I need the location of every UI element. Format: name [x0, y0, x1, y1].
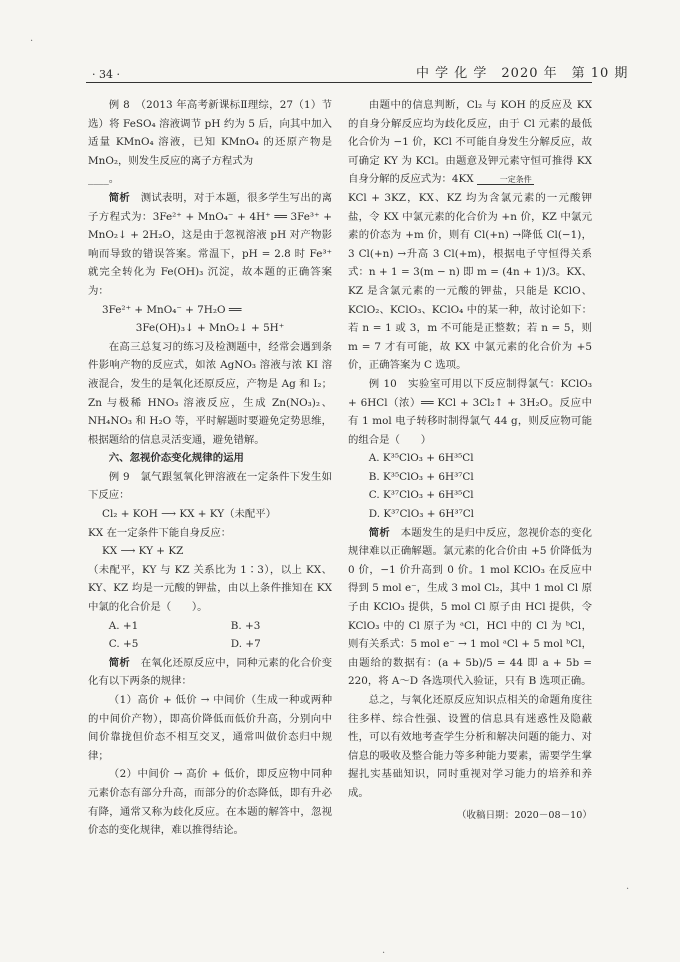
- analysis-9-text: 在氧化还原反应中，同种元素的化合价变化有以下两条的规律：: [88, 656, 332, 688]
- choice-a: A. K³⁵ClO₃ + 6H³⁵Cl: [368, 452, 474, 465]
- option-c: C. +5: [108, 638, 139, 651]
- example-9-mid: KX 在一定条件下能自身反应：: [88, 526, 232, 539]
- right-column: [348, 96, 592, 825]
- analysis-9-continued-text: 由题中的信息判断，Cl₂ 与 KOH 的反应及 KX 的自身分解反应均为歧化反应，由于 Cl 元素的最低化合价为 −1 价，KCl 不可能自身发生分解反应，故可确定 KY 为 KCl。由题意及钾元素守恒可推得 KX 自身分解的反应式为：4KX: [348, 99, 592, 186]
- analysis-8: [88, 189, 332, 301]
- paragraph-conditions: 在高三总复习的练习及检测题中，经常会遇到条件影响产物的反应式，如浓 AgNO₃ 溶液与浓 KI 溶液混合，发生的是氧化还原反应，产物是 Ag 和 I₂；Zn 与极稀 HNO₃ 溶液反应，生成 Zn(NO₃)₂、NH₄NO₃ 和 H₂O 等，平时解题时要避免定势思维，根据题给的信息灵活变通，避免错解。: [88, 340, 332, 446]
- analysis-label: 简析: [108, 191, 131, 204]
- analysis-8-text: 测试表明，对于本题，很多学生写出的离子方程式为：3Fe²⁺ + MnO₄⁻ + 4H⁺ ══ 3Fe³⁺ + MnO₂↓ + 2H₂O，这是由于忽视溶液 pH 对产物影响而导致的错误答案。常温下，pH = 2.8 时 Fe³⁺ 就完全转化为 Fe(OH)₃ 沉淀，故本题的正确答案为：: [88, 191, 332, 297]
- rule-2: （2）中间价 → 高价 + 低价，即反应物中同种元素价态有部分升高，而部分的价态降低，即有升必有降，通常又称为歧化反应。在本题的解答中，忽视价态的变化规律，难以推得结论。: [88, 768, 332, 837]
- scan-speck: ·: [382, 948, 386, 959]
- rule-1: （1）高价 + 低价 → 中间价（生成一种或两种的中间价产物），即高价降低而低价升高，分别向中间价靠拢但价态不相互交叉，通常叫做价态归中规律；: [88, 694, 332, 762]
- analysis-label: 简析: [108, 656, 131, 669]
- equation-8-line1: 3Fe²⁺ + MnO₄⁻ + 7H₂O ══: [102, 303, 242, 316]
- analysis-9-derivation: KCl + 3KZ，KX、KZ 均为含氯元素的一元酸钾盐，令 KX 中氯元素的化合价为 +n 价，KZ 中氯元素的价态为 +m 价，则有 Cl(+n) →降低 Cl(−1)，3 Cl(+n) →升高 3 Cl(+m)，根据电子守恒得关系式：n + 1 = 3(m − n) 即 m = (4n + 1)/3。KX、KZ 是含氯元素的一元酸的钾盐，只能是 KClO、KClO₂、KClO₃、KClO₄ 中的某一种，故讨论如下：若 n = 1 或 3，m 不可能是正整数；若 n = 5，则 m = 7 才有可能，故 KX 中氯元素的化合价为 +5 价，正确答案为 C 选项。: [348, 191, 592, 372]
- analysis-9: [88, 654, 332, 691]
- section-6-heading: 六、忽视价态变化规律的运用: [108, 452, 244, 465]
- scan-speck: ·: [626, 884, 630, 895]
- condition-arrow: [477, 176, 534, 185]
- example-9-equation-2: KX ⟶ KY + KZ: [102, 545, 184, 558]
- example-9-options-row-2: [88, 635, 332, 654]
- summary-paragraph: 总之，与氧化还原反应知识点相关的命题角度往往多样、综合性强、设置的信息具有迷惑性及隐蔽性，可以有效地考查学生分析和解决问题的能力、对信息的吸收及整合能力等多种能力要素，需要学生掌握扎实基础知识，同时重视对学习能力的培养和养成。: [348, 694, 592, 799]
- left-column: [88, 96, 332, 840]
- choice-b: B. K³⁵ClO₃ + 6H³⁷Cl: [368, 470, 474, 483]
- journal-header: 中 学 化 学 2020 年 第 10 期: [416, 66, 629, 81]
- condition-label: 一定条件: [477, 176, 534, 185]
- option-a: A. +1: [108, 619, 139, 632]
- option-d: D. +7: [230, 638, 261, 651]
- received-date: （收稿日期：2020－08－10）: [456, 809, 592, 821]
- example-9-equation-1: Cl₂ + KOH ⟶ KX + KY（未配平）: [102, 508, 277, 521]
- example-10: 例 10 实验室可用以下反应制得氯气：KClO₃ + 6HCl（浓）══ KCl + 3Cl₂↑ + 3H₂O。反应中有 1 mol 电子转移时制得氯气 44 g，则反应物可能的组合是（ ）: [348, 377, 592, 446]
- example-9-options-row-1: [88, 617, 332, 636]
- example-9: 例 9 氯气跟氢氧化钾溶液在一定条件下发生如下反应：: [88, 470, 332, 502]
- analysis-9-continued: [348, 96, 592, 189]
- page-number: · 34 ·: [92, 68, 120, 81]
- scan-speck: ·: [30, 36, 34, 47]
- choice-c: C. K³⁷ClO₃ + 6H³⁵Cl: [368, 489, 474, 502]
- equation-8-line2: 3Fe(OH)₃↓ + MnO₂↓ + 5H⁺: [135, 322, 285, 335]
- choice-d: D. K³⁷ClO₃ + 6H³⁷Cl: [368, 508, 475, 521]
- example-8: 例 8 （2013 年高考新课标Ⅱ理综，27（1）节选）将 FeSO₄ 溶液调节 pH 约为 5 后，向其中加入适量 KMnO₄ 溶液，已知 KMnO₄ 的还原产物是 MnO₂，则发生反应的离子方程式为: [88, 99, 332, 167]
- header-rule: [86, 82, 592, 83]
- option-b: B. +3: [230, 619, 261, 632]
- example-9-tail: （未配平，KY 与 KZ 关系比为 1∶3），以上 KX、KY、KZ 均是一元酸的钾盐，由以上条件推知在 KX 中氯的化合价是（ ）。: [88, 563, 332, 614]
- analysis-10: [348, 524, 592, 691]
- analysis-10-text: 本题发生的是归中反应，忽视价态的变化规律难以正确解题。氯元素的化合价由 +5 价降低为 0 价，−1 价升高到 0 价。1 mol KClO₃ 在反应中得到 5 mol e⁻，生成 3 mol Cl₂，其中 1 mol Cl 原子由 KClO₃ 提供，5 mol Cl 原子由 HCl 提供，令 KClO₃ 中的 Cl 原子为 ᵃCl，HCl 中的 Cl 为 ᵇCl，则有关系式：5 mol e⁻ → 1 mol ᵃCl + 5 mol ᵇCl，由题给的数据有：(a + 5b)/5 = 44 即 a + 5b = 220，将 A～D 各选项代入验证，只有 B 选项正确。: [348, 526, 592, 688]
- analysis-label: 简析: [368, 526, 391, 539]
- example-8-blank: ____。: [88, 173, 120, 186]
